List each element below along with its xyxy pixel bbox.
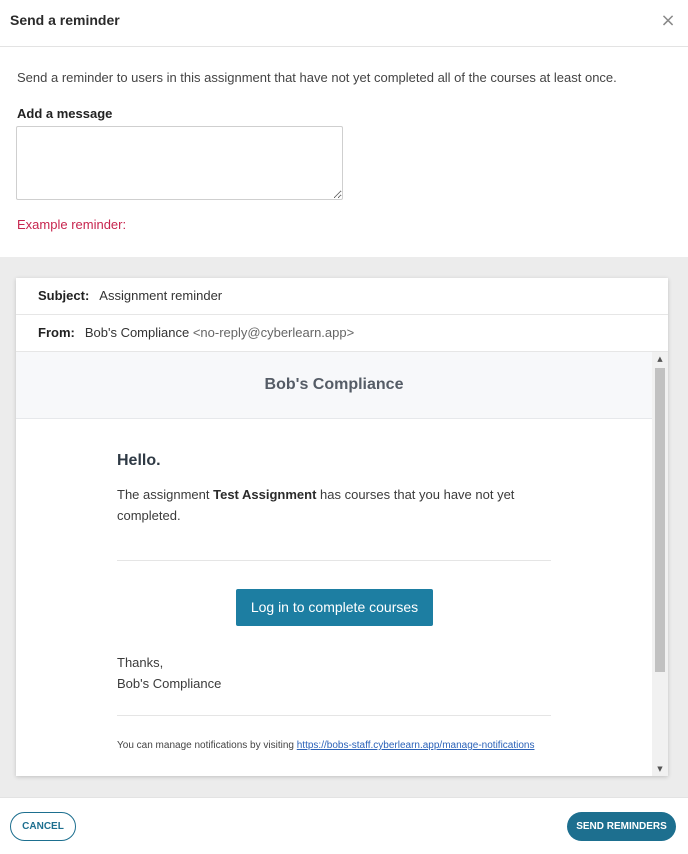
- subject-label: Subject:: [38, 288, 90, 303]
- scroll-up-arrow-icon[interactable]: ▲: [657, 355, 663, 363]
- scroll-down-arrow-icon[interactable]: ▼: [657, 765, 663, 773]
- email-signature: Bob's Compliance: [117, 676, 222, 691]
- close-icon[interactable]: ×: [660, 10, 676, 31]
- email-message-suffix: has courses that you have not yet completed.: [117, 487, 515, 523]
- from-name: Bob's Compliance: [84, 325, 190, 340]
- message-label: Add a message: [17, 106, 113, 121]
- email-footer-note: [117, 738, 537, 754]
- modal-title: Send a reminder: [10, 12, 120, 28]
- subject-row: [16, 278, 668, 315]
- email-content-frame[interactable]: [16, 352, 668, 776]
- intro-text: Send a reminder to users in this assignment that have not yet completed all of the courses at least once.: [17, 70, 617, 85]
- subject-value: Assignment reminder: [99, 288, 223, 303]
- email-signoff: [117, 652, 221, 694]
- scroll-thumb[interactable]: [655, 368, 665, 672]
- email-divider: [117, 715, 551, 716]
- email-greeting: Hello.: [117, 452, 161, 469]
- cancel-button[interactable]: CANCEL: [10, 812, 76, 841]
- email-brand-header: Bob's Compliance: [16, 352, 652, 419]
- assignment-name: Test Assignment: [213, 487, 317, 502]
- from-address: <no-reply@cyberlearn.app>: [192, 325, 355, 340]
- footer-note-prefix: You can manage notifications by visiting: [117, 740, 297, 751]
- from-label: From:: [38, 325, 75, 340]
- modal-footer: [0, 797, 688, 854]
- email-scrollbar[interactable]: [652, 352, 668, 776]
- manage-notifications-link[interactable]: https://bobs-staff.cyberlearn.app/manage-notifications: [296, 740, 535, 751]
- example-reminder-label: Example reminder:: [17, 217, 127, 232]
- from-row: [16, 315, 668, 352]
- email-message-prefix: The assignment: [117, 487, 214, 502]
- email-message: [117, 484, 551, 526]
- email-thanks: Thanks,: [117, 655, 164, 670]
- send-reminders-button[interactable]: SEND REMINDERS: [567, 812, 676, 841]
- login-complete-courses-button[interactable]: Log in to complete courses: [236, 589, 433, 626]
- modal-header: [0, 0, 688, 47]
- message-input[interactable]: [16, 126, 343, 200]
- email-body: [117, 452, 551, 526]
- email-preview: [16, 278, 668, 776]
- email-divider: [117, 560, 551, 561]
